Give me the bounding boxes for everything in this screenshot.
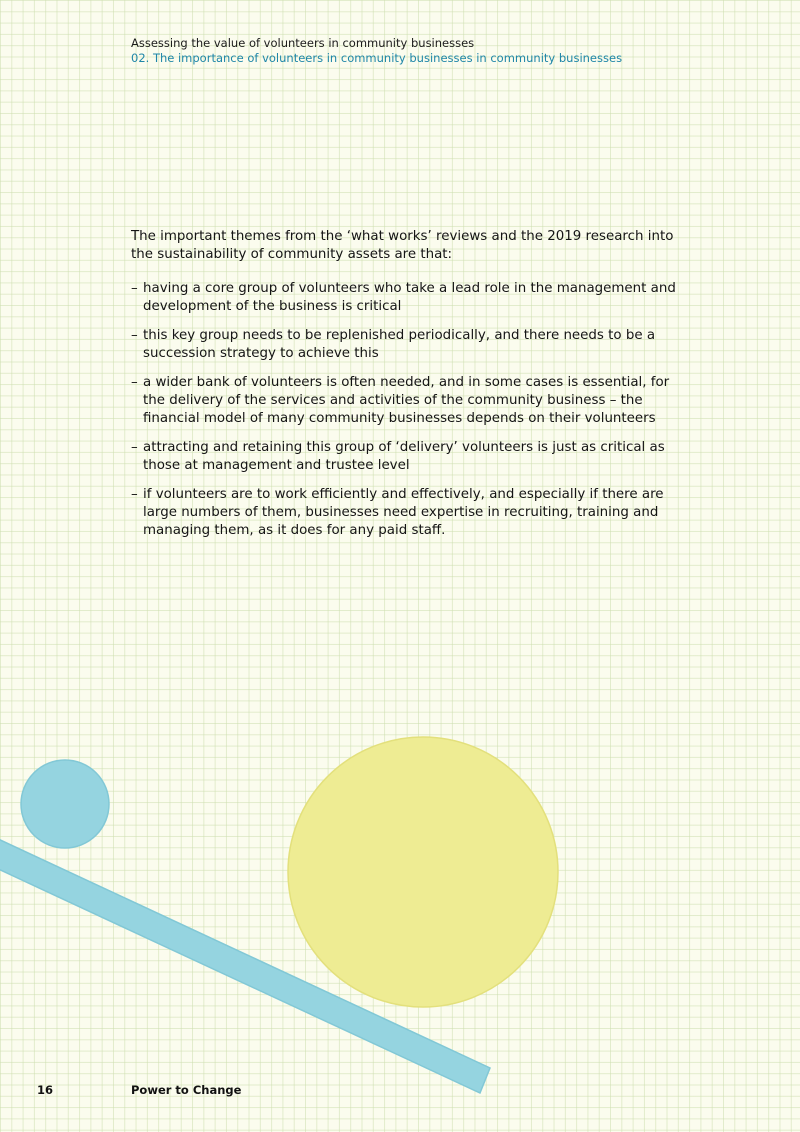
intro-paragraph: The important themes from the ‘what works’ reviews and the 2019 research into the sustainability of community assets are that: bbox=[131, 229, 674, 262]
yellow-circle-shape bbox=[288, 737, 558, 1007]
document-title: Assessing the value of volunteers in community businesses bbox=[131, 36, 475, 50]
bullet-dash: – bbox=[131, 375, 138, 390]
bullet-dash: – bbox=[131, 281, 138, 296]
list-item-text: this key group needs to be replenished periodically, and there needs to be a succession strategy to achieve this bbox=[143, 328, 656, 361]
bullet-dash: – bbox=[131, 328, 138, 343]
list-item-text: if volunteers are to work efficiently and effectively, and especially if there are large numbers of them, businesses need expertise in recruiting, training and managing them, as it does for any paid staff. bbox=[143, 487, 664, 538]
small-blue-circle-shape bbox=[21, 760, 109, 848]
footer-brand: Power to Change bbox=[131, 1083, 242, 1097]
bullet-dash: – bbox=[131, 487, 138, 502]
list-item-text: a wider bank of volunteers is often needed, and in some cases is essential, for the delivery of the services and activities of the community business – the financial model of many community businesses depends on their volunteers bbox=[143, 375, 670, 426]
bullet-dash: – bbox=[131, 440, 138, 455]
chapter-title: 02. The importance of volunteers in community businesses in community businesses bbox=[131, 51, 623, 65]
page-number: 16 bbox=[37, 1083, 54, 1097]
list-item-text: attracting and retaining this group of ‘delivery’ volunteers is just as critical as those at management and trustee level bbox=[143, 440, 665, 473]
list-item-text: having a core group of volunteers who take a lead role in the management and development of the business is critical bbox=[143, 281, 676, 314]
